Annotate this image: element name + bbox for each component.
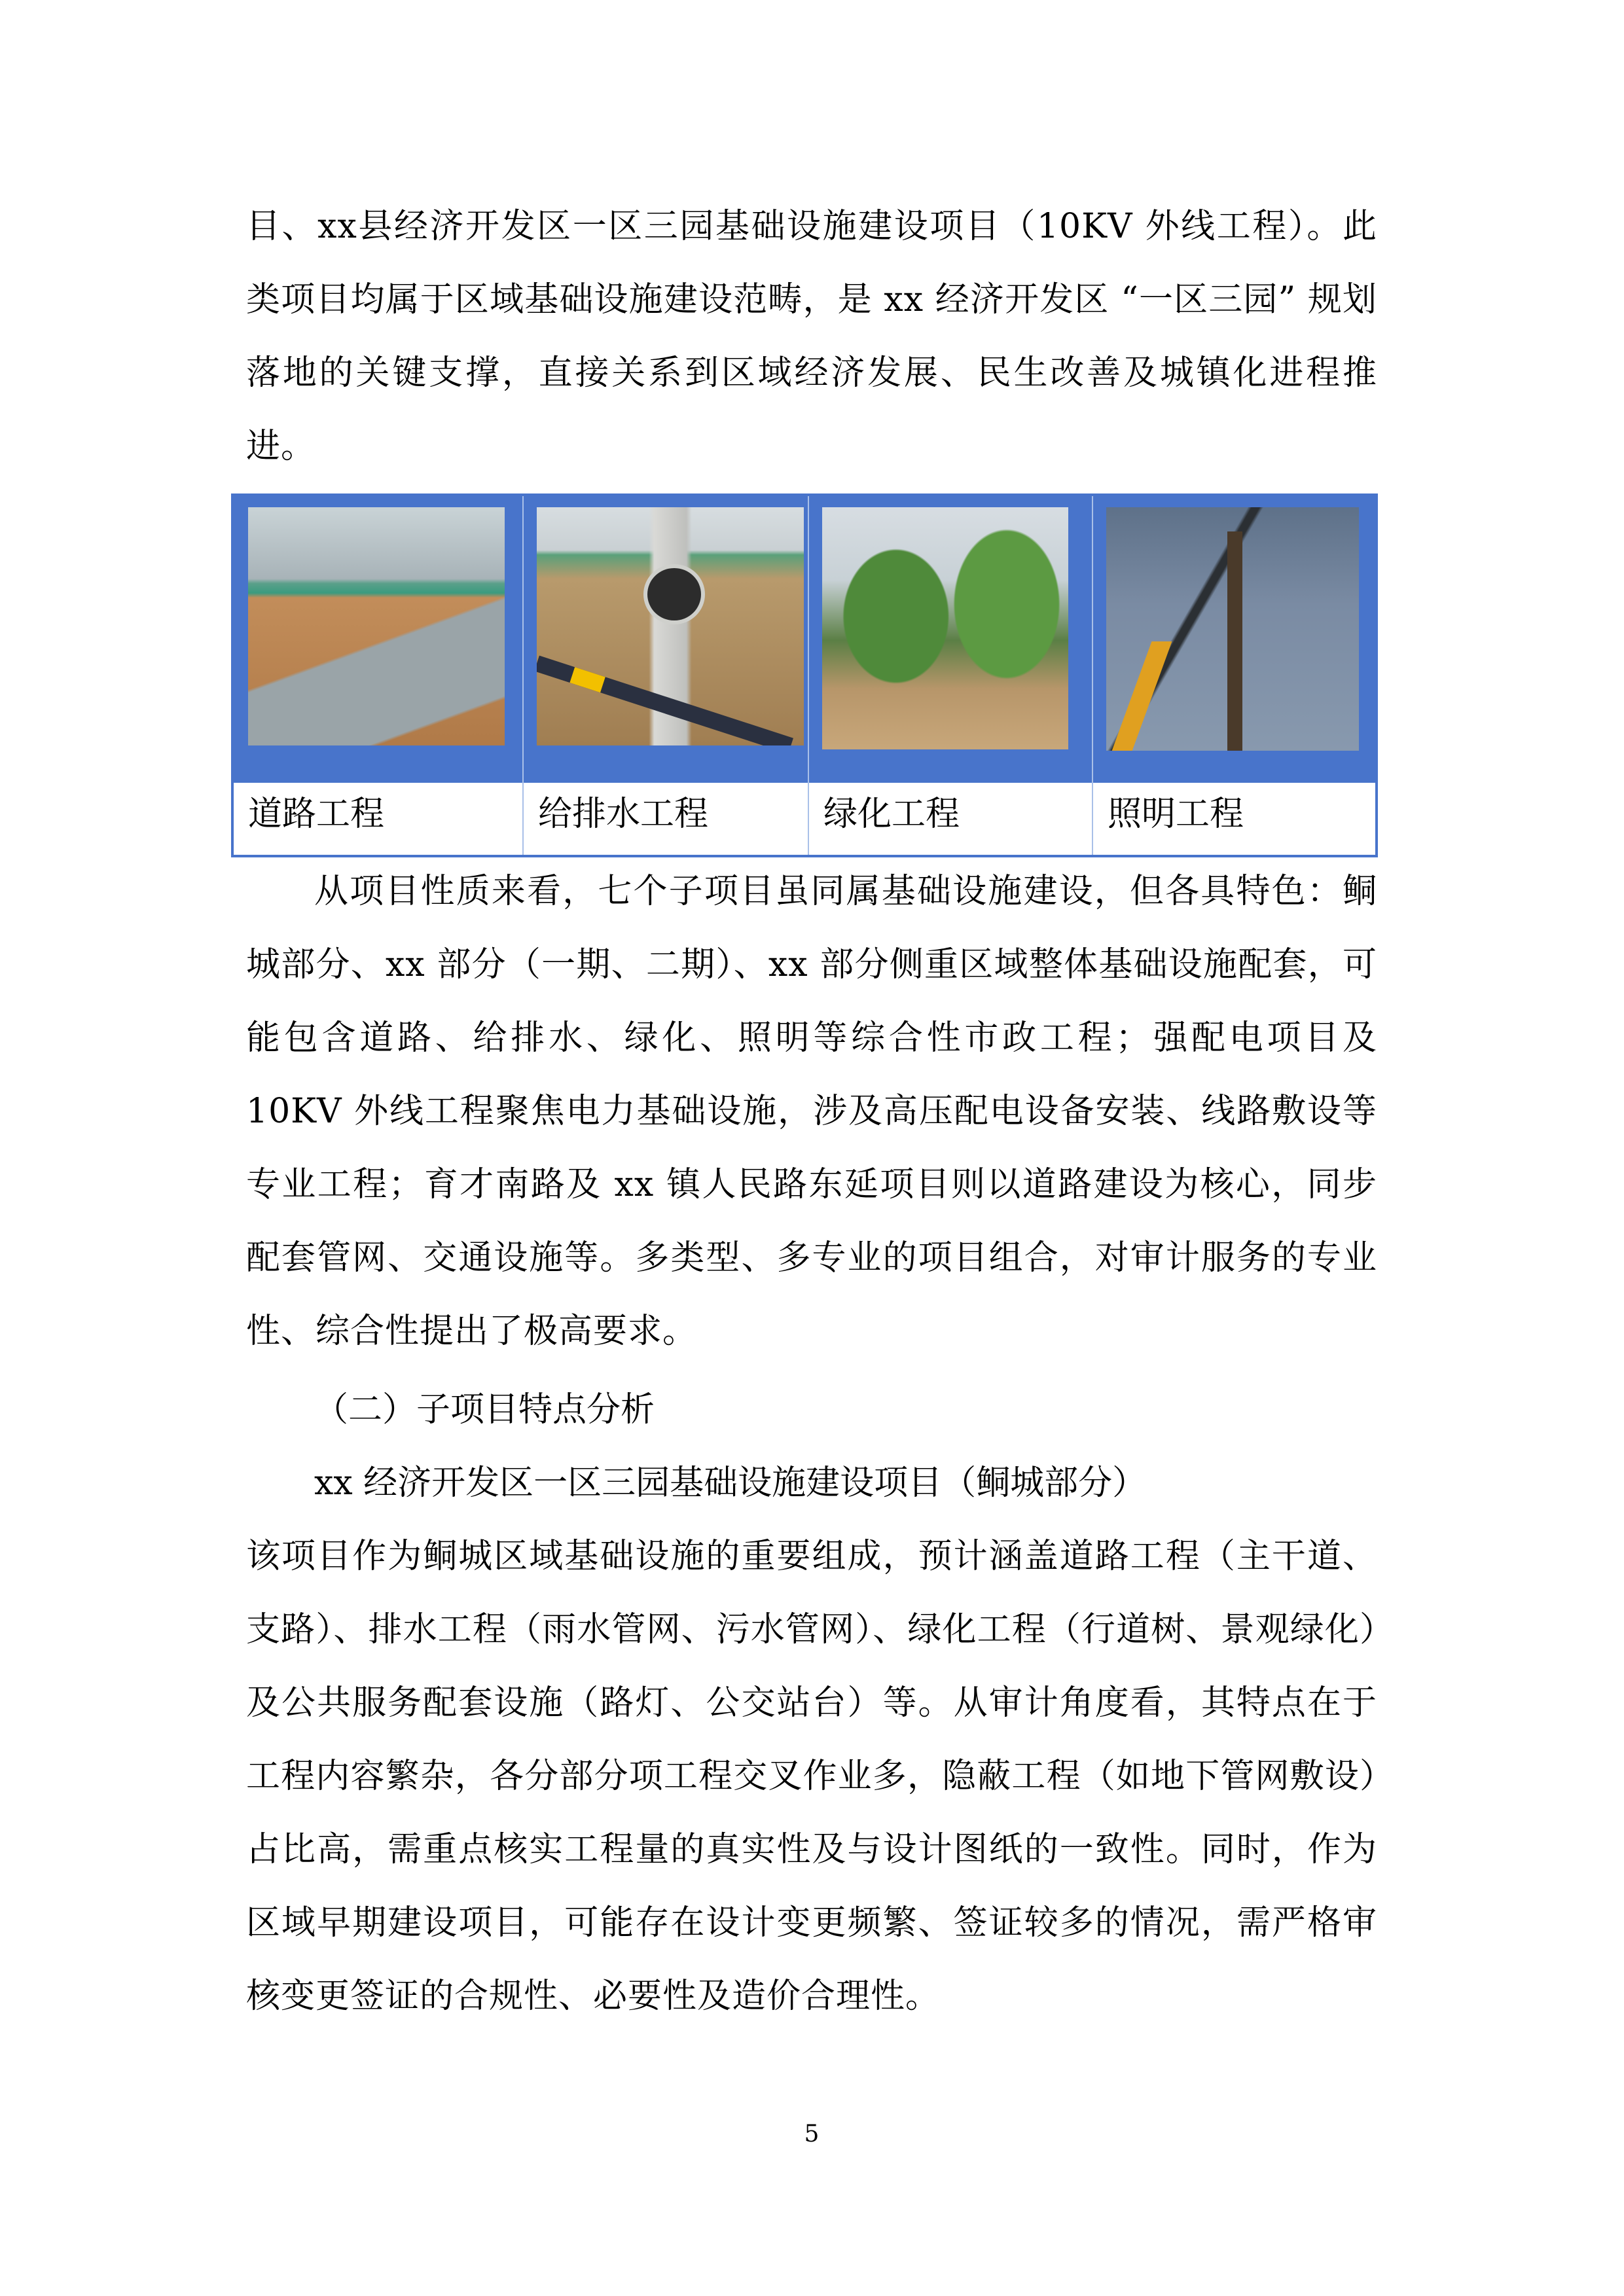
section-heading: （二）子项目特点分析 <box>314 1390 655 1429</box>
photo-caption: 给排水工程 <box>538 795 709 834</box>
drainage-pipe-photo <box>537 507 804 745</box>
subsection-heading: xx 经济开发区一区三园基础设施建设项目（鲖城部分） <box>314 1463 1147 1503</box>
tongcheng-paragraph: 该项目作为鲖城区域基础设施的重要组成，预计涵盖道路工程（主干道、支路）、排水工程（雨水管网、污水管网）、绿化工程（行道树、景观绿化）及公共服务配套设施（路灯、公交站台）等。从审计角度看，其特点在于工程内容繁杂，各分部分项工程交叉作业多，隐蔽工程（如地下管网敷设）占比高，需重点核实工程量的真实性及与设计图纸的一致性。同时，作为区域早期建设项目，可能存在设计变更频繁、签证较多的情况，需严格审核变更签证的合规性、必要性及造价合理性。 <box>246 1537 1377 2016</box>
intro-paragraph: 目、xx县经济开发区一区三园基础设施建设项目（10KV 外线工程）。此类项目均属于区域基础设施建设范畴，是 xx 经济开发区 “一区三园” 规划落地的关键支撑，直接关系到区域经济发展、民生改善及城镇化进程推进。 <box>246 207 1377 466</box>
photo-caption: 照明工程 <box>1108 795 1244 834</box>
photo-cell-road <box>234 496 524 855</box>
photo-cell-lighting <box>1093 496 1375 855</box>
road-construction-photo <box>248 507 505 745</box>
photo-table <box>231 493 1378 857</box>
street-lamp-crane-photo <box>1106 507 1359 751</box>
page-number: 5 <box>804 2121 820 2147</box>
photo-cell-greening <box>809 496 1093 855</box>
photo-caption: 道路工程 <box>248 795 385 834</box>
greening-trees-photo <box>822 507 1068 749</box>
photo-cell-drainage <box>524 496 809 855</box>
project-nature-paragraph: 从项目性质来看，七个子项目虽同属基础设施建设，但各具特色：鲖城部分、xx 部分（一期、二期）、xx 部分侧重区域整体基础设施配套，可能包含道路、给排水、绿化、照明等综合性市政工程；强配电项目及 10KV 外线工程聚焦电力基础设施，涉及高压配电设备安装、线路敷设等专业工程；育才南路及 xx 镇人民路东延项目则以道路建设为核心，同步配套管网、交通设施等。多类型、多专业的项目组合，对审计服务的专业性、综合性提出了极高要求。 <box>246 872 1377 1351</box>
photo-caption: 绿化工程 <box>823 795 960 834</box>
